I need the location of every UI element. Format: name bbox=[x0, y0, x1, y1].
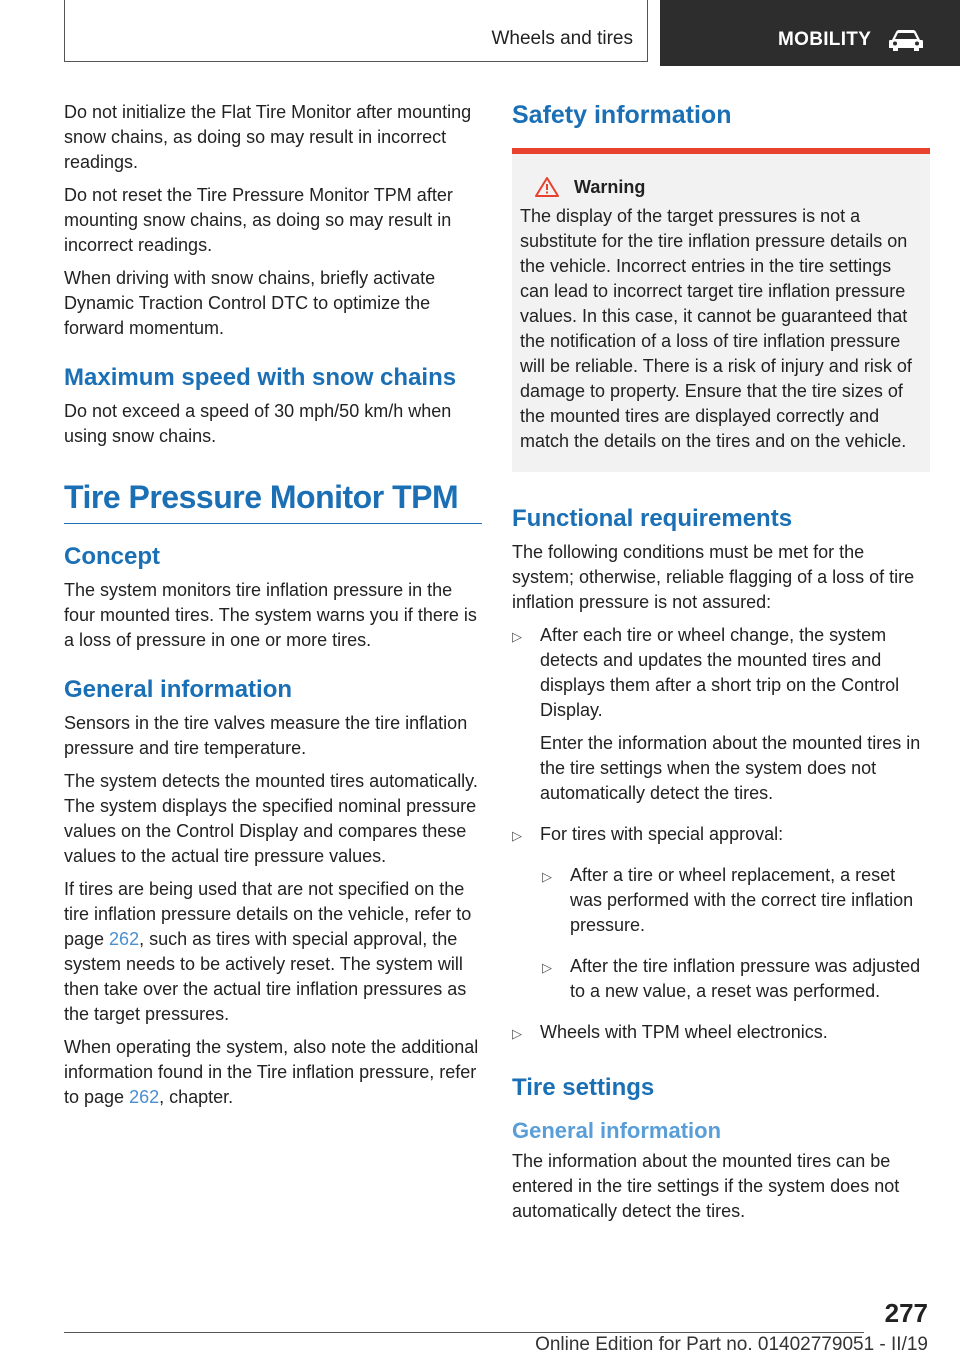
concept-heading: Concept bbox=[64, 543, 160, 570]
snow-chain-paragraph-1: Do not initialize the Flat Tire Monitor after mounting snow chains, as doing so may result in incorrect readings. bbox=[64, 102, 472, 172]
tpm-heading-block bbox=[64, 477, 482, 524]
sub-list-item: ▷ After the tire inflation pressure was adjusted to a new value, a reset was performed. bbox=[542, 954, 930, 1012]
tpm-heading: Tire Pressure Monitor TPM bbox=[64, 479, 459, 515]
warning-box bbox=[512, 148, 930, 472]
general-info-paragraph-2: The system detects the mounted tires automatically. The system displays the specified nominal pressure values on the Control Display and compares these values to the actual tire pressure values. bbox=[64, 771, 478, 866]
safety-heading: Safety information bbox=[512, 101, 732, 129]
general-info-paragraph-4: When operating the system, also note the additional information found in the Tire inflation pressure, refer to page 262, chapter. bbox=[64, 1037, 479, 1107]
general-info-heading: General information bbox=[64, 676, 293, 703]
chapter-title: MOBILITY bbox=[778, 29, 872, 50]
left-column bbox=[64, 100, 482, 1118]
triangle-right-icon: ▷ bbox=[542, 869, 552, 884]
list-item: ▷ After each tire or wheel change, the system detects and updates the mounted tires and displays them after a short trip on the Control Display. Enter the information about the mounted tires in the tire settings when the system does not automatically detect the tires. bbox=[512, 623, 930, 814]
snow-chain-paragraph-2: Do not reset the Tire Pressure Monitor TPM after mounting snow chains, as doing so may result in incorrect readings. bbox=[64, 185, 453, 255]
general-info-paragraph-3: If tires are being used that are not specified on the tire inflation pressure details on the vehicle, refer to page 262, such as tires with special approval, the system needs to be actively reset. The system will then take over the actual tire inflation pressures as the target pressures. bbox=[64, 879, 472, 1024]
triangle-right-icon: ▷ bbox=[512, 828, 522, 843]
general-info-paragraph-1: Sensors in the tire valves measure the tire inflation pressure and tire temperature. bbox=[64, 713, 468, 758]
list-item: ▷ Wheels with TPM wheel electronics. bbox=[512, 1020, 930, 1053]
triangle-right-icon: ▷ bbox=[542, 960, 552, 975]
concept-text: The system monitors tire inflation pressure in the four mounted tires. The system warns you if there is a loss of pressure in one or more tires. bbox=[64, 580, 477, 650]
tire-settings-general-heading: General information bbox=[512, 1118, 722, 1143]
section-title: Wheels and tires bbox=[491, 28, 633, 49]
functional-requirements-intro: The following conditions must be met for the system; otherwise, reliable flagging of a loss of tire inflation pressure is not assured: bbox=[512, 542, 915, 612]
snow-chain-paragraph-3: When driving with snow chains, briefly activate Dynamic Traction Control DTC to optimize the forward momentum. bbox=[64, 268, 436, 338]
max-speed-text: Do not exceed a speed of 30 mph/50 km/h when using snow chains. bbox=[64, 401, 452, 446]
footer-divider bbox=[64, 1332, 864, 1333]
edition-text: Online Edition for Part no. 01402779051 - II/19 bbox=[535, 1334, 928, 1355]
functional-requirements-heading: Functional requirements bbox=[512, 505, 793, 532]
chapter-tab bbox=[660, 0, 960, 66]
warning-text: The display of the target pressures is not a substitute for the tire inflation pressure details on the vehicle. Incorrect entries in the tire settings can lead to incorrect target tire inflation pressure values. In this case, it cannot be guaranteed that the notification of a loss of tire inflation pressure will be reliable. There is a risk of injury and risk of damage to property. Ensure that the tire sizes of the mounted tires are displayed correctly and match the details on the tires and on the vehicle. bbox=[520, 206, 912, 451]
max-speed-heading: Maximum speed with snow chains bbox=[64, 364, 457, 391]
page-number: 277 bbox=[884, 1298, 928, 1328]
page-link-262[interactable]: 262 bbox=[109, 929, 140, 949]
warning-label: Warning bbox=[574, 176, 646, 197]
car-icon bbox=[888, 28, 924, 52]
page-header bbox=[64, 0, 960, 66]
warning-triangle-icon bbox=[534, 176, 560, 198]
right-column bbox=[512, 100, 930, 1232]
tire-settings-general-text: The information about the mounted tires can be entered in the tire settings if the system does not automatically detect the tires. bbox=[512, 1151, 900, 1221]
section-tab bbox=[64, 0, 648, 62]
list-item: ▷ For tires with special approval: bbox=[512, 822, 930, 855]
page-link-262-b[interactable]: 262 bbox=[129, 1087, 160, 1107]
triangle-right-icon: ▷ bbox=[512, 1026, 522, 1041]
sub-list-item: ▷ After a tire or wheel replacement, a reset was performed with the correct tire inflation pressure. bbox=[542, 863, 930, 946]
warning-title bbox=[520, 176, 922, 198]
tire-settings-heading: Tire settings bbox=[512, 1074, 655, 1101]
triangle-right-icon: ▷ bbox=[512, 629, 522, 644]
